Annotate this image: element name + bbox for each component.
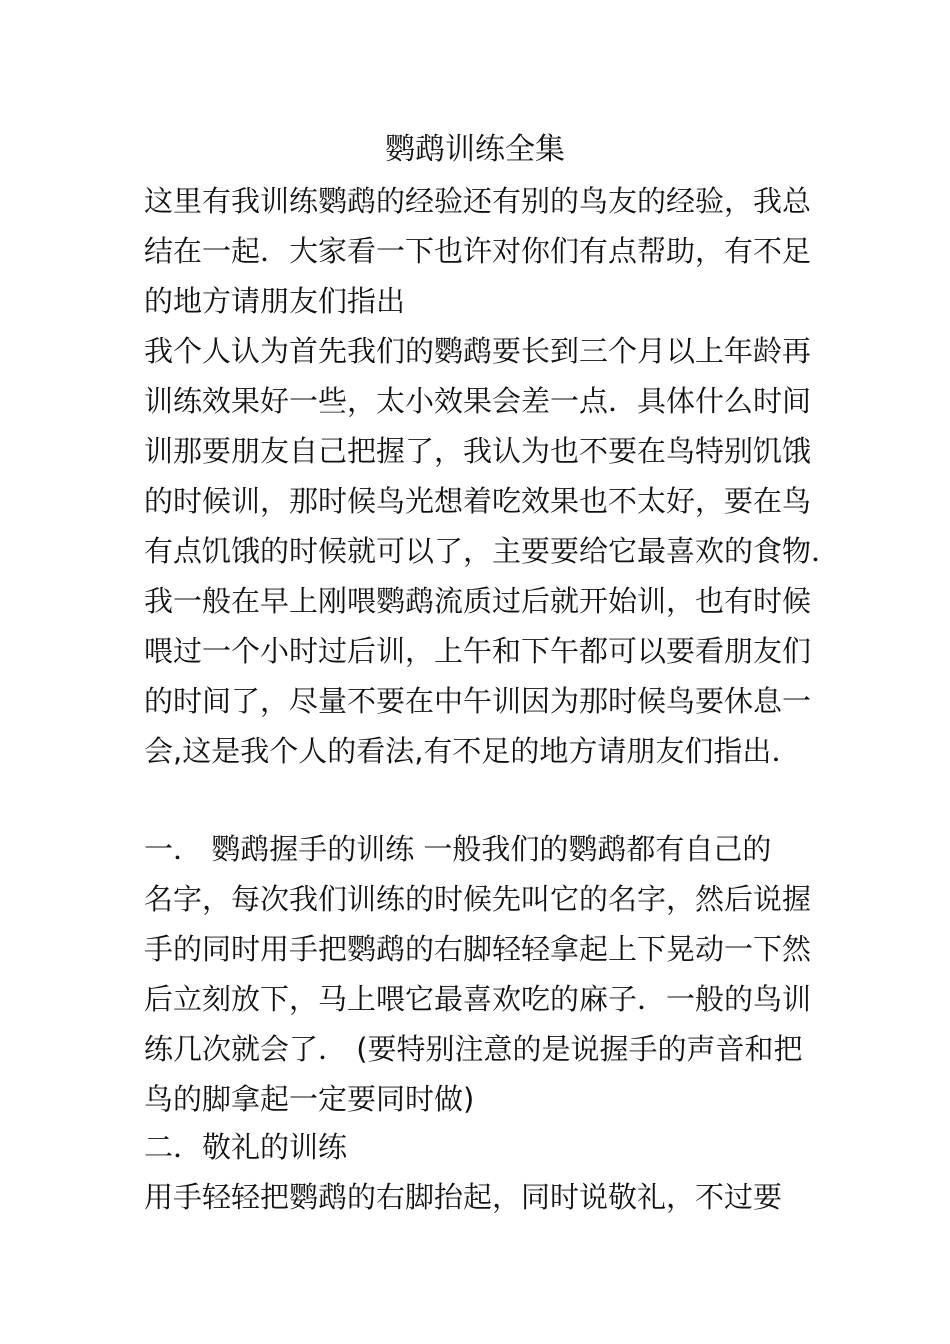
paragraph-line: 训练效果好一些，太小效果会差一点．具体什么时间: [144, 384, 812, 418]
paragraph-line: 的地方请朋友们指出: [144, 284, 406, 318]
document-title: 鹦鹉训练全集: [385, 132, 565, 167]
paragraph-line: 名字，每次我们训练的时候先叫它的名字，然后说握: [144, 882, 812, 916]
paragraph-line: 的时间了，尽量不要在中午训因为那时候鸟要休息一: [144, 684, 812, 718]
paragraph-line: 我个人认为首先我们的鹦鹉要长到三个月以上年龄再: [144, 334, 812, 368]
section-heading-line: 二．敬礼的训练: [144, 1130, 348, 1164]
paragraph-line: 练几次就会了． (要特别注意的是说握手的声音和把: [144, 1032, 803, 1066]
section-heading-line: 一． 鹦鹉握手的训练 一般我们的鹦鹉都有自己的: [144, 832, 772, 866]
paragraph-line: 鸟的脚拿起一定要同时做): [144, 1082, 475, 1116]
paragraph-line: 的时候训，那时候鸟光想着吃效果也不太好，要在鸟: [144, 484, 812, 518]
paragraph-line: 有点饥饿的时候就可以了，主要要给它最喜欢的食物．: [144, 534, 841, 568]
paragraph-line: 用手轻轻把鹦鹉的右脚抬起，同时说敬礼，不过要: [144, 1180, 783, 1214]
paragraph-line: 会,这是我个人的看法,有不足的地方请朋友们指出．: [144, 734, 801, 768]
paragraph-line: 结在一起．大家看一下也许对你们有点帮助，有不足: [144, 234, 812, 268]
paragraph-line: 这里有我训练鹦鹉的经验还有别的鸟友的经验，我总: [144, 184, 812, 218]
paragraph-line: 训那要朋友自己把握了，我认为也不要在鸟特别饥饿: [144, 434, 812, 468]
paragraph-line: 我一般在早上刚喂鹦鹉流质过后就开始训，也有时候: [144, 584, 812, 618]
paragraph-line: 后立刻放下，马上喂它最喜欢吃的麻子．一般的鸟训: [144, 982, 812, 1016]
paragraph-line: 手的同时用手把鹦鹉的右脚轻轻拿起上下晃动一下然: [144, 932, 812, 966]
paragraph-line: 喂过一个小时过后训，上午和下午都可以要看朋友们: [144, 634, 812, 668]
